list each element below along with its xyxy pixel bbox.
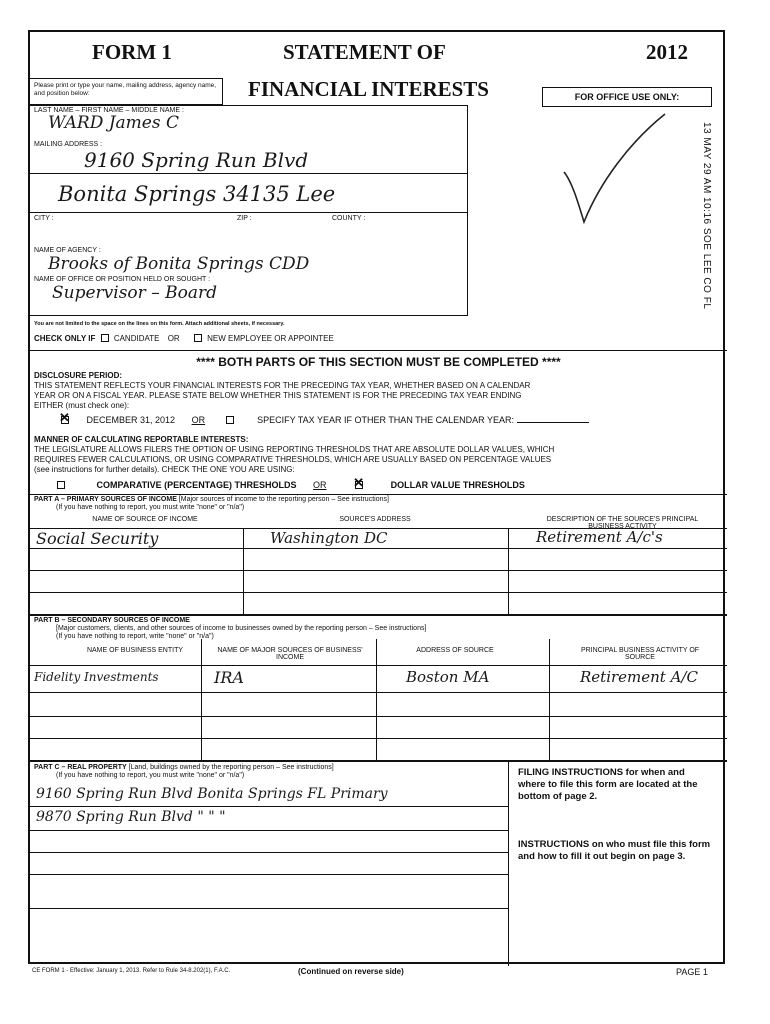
period-text [34,381,530,411]
dec31-checkbox[interactable] [61,416,69,424]
or-label: OR [167,334,180,343]
part-c-title-note: [Land, buildings owned by the reporting person – See instructions] [128,764,334,771]
office-value[interactable]: Supervisor – Board [52,283,217,303]
footer-form-ref: CE FORM 1 - Effective: January 1, 2013. Refer to Rule 34-8.202(1), F.A.C. [32,968,231,974]
instructions-box: Please print or type your name, mailing address, agency name, and position below: [30,78,223,105]
part-a-title-row [34,496,389,503]
part-c-subnote: (If you have nothing to report, you must write "none" or "n/a") [56,772,245,779]
form-year: 2012 [646,40,688,64]
manner-heading: MANNER OF CALCULATING REPORTABLE INTERESTS: [34,435,249,444]
check-only-row [34,334,334,343]
part-b-note: [Major customers, clients, and other sources of income to businesses owned by the reporting person – See instructions] [56,625,427,632]
period-options [58,414,589,425]
mailing-value[interactable]: 9160 Spring Run Blvd [84,148,309,172]
mailing-label: MAILING ADDRESS : [34,141,103,148]
form-number: FORM 1 [92,40,172,64]
part-b-header-1: NAME OF BUSINESS ENTITY [86,647,184,654]
checkmark-icon [560,112,670,227]
title-line1: STATEMENT OF [283,40,446,64]
filing-instructions: FILING INSTRUCTIONS for when and where to file this form are located at the bottom of page 2. [518,767,698,802]
dollar-label: DOLLAR VALUE THRESHOLDS [390,480,525,490]
name-label: LAST NAME – FIRST NAME – MIDDLE NAME : [34,107,184,114]
zip-label: ZIP : [237,215,252,222]
period-text-line: EITHER (must check one): [34,401,130,410]
part-a-title-note: [Major sources of income to the reporting person – See instructions] [178,496,389,503]
space-note: You are not limited to the space on the lines on this form. Attach additional sheets, if necessary. [34,321,285,327]
section-banner: **** BOTH PARTS OF THIS SECTION MUST BE COMPLETED **** [196,355,561,369]
part-a-header-3: DESCRIPTION OF THE SOURCE'S PRINCIPAL BUSINESS ACTIVITY [546,516,699,530]
part-c-line-1[interactable]: 9160 Spring Run Blvd Bonita Springs FL Primary [36,786,388,802]
specify-year-label: SPECIFY TAX YEAR IF OTHER THAN THE CALENDAR YEAR: [257,415,515,425]
comparative-label: COMPARATIVE (PERCENTAGE) THRESHOLDS [96,480,297,490]
part-c-title: PART C – REAL PROPERTY [34,764,127,771]
dollar-checkbox[interactable] [355,481,363,489]
part-b-row-address[interactable]: Boston MA [406,668,490,686]
new-employee-checkbox[interactable] [194,334,202,342]
threshold-options [54,480,525,490]
part-c-line-2[interactable]: 9870 Spring Run Blvd " " " [36,809,226,825]
period-text-line: THIS STATEMENT REFLECTS YOUR FINANCIAL INTERESTS FOR THE PRECEDING TAX YEAR, WHETHER BASED ON A CALENDAR [34,381,531,390]
manner-text-line: THE LEGISLATURE ALLOWS FILERS THE OPTION OF USING REPORTING THRESHOLDS THAT ARE ABSOLUTE DOLLAR VALUES, WHICH [34,445,555,454]
office-use-label: FOR OFFICE USE ONLY: [542,87,712,107]
part-a-header-2: SOURCE'S ADDRESS [339,516,411,523]
manner-text-line: (see instructions for further details). CHECK THE ONE YOU ARE USING: [34,465,295,474]
city-label: CITY : [34,215,54,222]
candidate-checkbox[interactable] [101,334,109,342]
title-line2: FINANCIAL INTERESTS [248,77,489,101]
period-heading: DISCLOSURE PERIOD: [34,371,123,380]
form-1-page [28,30,725,964]
county-label: COUNTY : [332,215,366,222]
name-value[interactable]: WARD James C [48,113,180,133]
part-a-row-address[interactable]: Washington DC [270,529,388,547]
comparative-checkbox[interactable] [57,481,65,489]
new-employee-label: NEW EMPLOYEE OR APPOINTEE [207,334,334,343]
part-a-row-source[interactable]: Social Security [36,529,159,548]
who-must-file-instructions: INSTRUCTIONS on who must file this form and how to fill it out begin on page 3. [518,839,711,862]
part-a-subnote: (If you have nothing to report, you must write "none" or "n/a") [56,504,245,511]
dec31-label: DECEMBER 31, 2012 [86,415,176,425]
or-label: OR [191,415,206,425]
part-b-header-2: NAME OF MAJOR SOURCES OF BUSINESS' INCOME [217,647,363,661]
part-a-row-activity[interactable]: Retirement A/c's [536,528,663,546]
agency-value[interactable]: Brooks of Bonita Springs CDD [48,254,310,274]
city-zip-county-value[interactable]: Bonita Springs 34135 Lee [58,182,336,206]
office-received-stamp: 13 MAY 29 AM 10:16 SOE LEE CO FL [701,122,712,310]
check-only-label: CHECK ONLY IF [34,334,96,343]
manner-text [34,445,554,475]
part-b-title: PART B – SECONDARY SOURCES OF INCOME [34,617,190,624]
part-b-header-4: PRINCIPAL BUSINESS ACTIVITY OF SOURCE [580,647,700,661]
part-c-title-row [34,764,334,771]
part-b-row-activity[interactable]: Retirement A/C [580,668,698,686]
part-a-title: PART A – PRIMARY SOURCES OF INCOME [34,496,177,503]
part-b-notes [56,625,426,641]
part-a-header-1: NAME OF SOURCE OF INCOME [92,516,198,523]
part-b-row-entity[interactable]: Fidelity Investments [34,670,159,684]
candidate-label: CANDIDATE [113,334,160,343]
period-text-line: YEAR OR ON A FISCAL YEAR. PLEASE STATE BELOW WHETHER THIS STATEMENT IS FOR THE PRECEDING TAX YEAR ENDING [34,391,522,400]
agency-label: NAME OF AGENCY : [34,247,101,254]
footer-continued: (Continued on reverse side) [298,967,404,976]
part-b-header-3: ADDRESS OF SOURCE [416,647,494,654]
part-b-note: (If you have nothing to report, write "none" or "n/a") [56,633,214,640]
manner-text-line: REQUIRES FEWER CALCULATIONS, OR USING COMPARATIVE THRESHOLDS, WHICH ARE USUALLY BASED ON PERCENTAGE VALUES [34,455,552,464]
specify-year-field[interactable] [517,414,589,423]
office-label: NAME OF OFFICE OR POSITION HELD OR SOUGHT : [34,276,211,283]
or-label: OR [313,480,327,490]
footer-page-number: PAGE 1 [676,967,708,977]
part-b-row-source[interactable]: IRA [214,668,244,687]
specify-year-checkbox[interactable] [226,416,234,424]
